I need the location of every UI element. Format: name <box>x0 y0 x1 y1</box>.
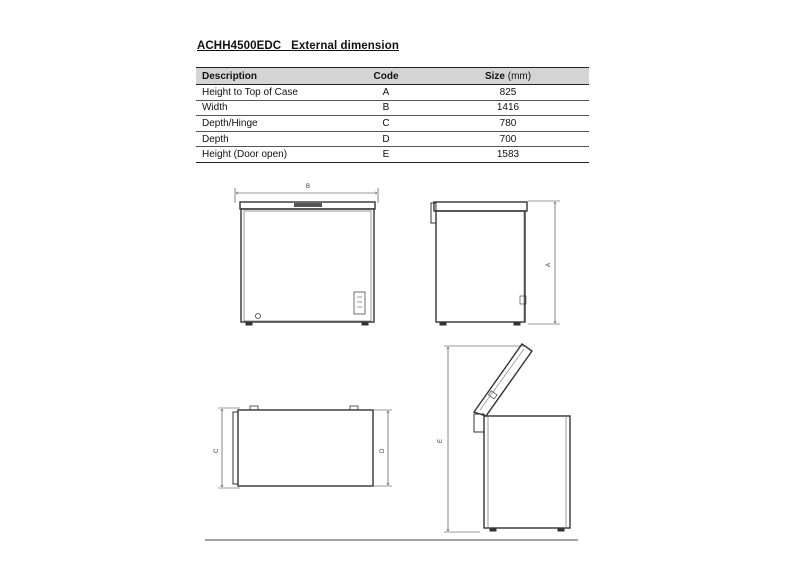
header-size-label: Size <box>484 70 505 82</box>
row-description: Height (Door open) <box>196 147 345 163</box>
header-description: Description <box>196 68 345 85</box>
row-description: Width <box>196 100 345 116</box>
row-code: B <box>345 100 427 116</box>
header-code: Code <box>345 68 427 85</box>
header-unit: (mm) <box>507 70 532 82</box>
front-dimension-label: B <box>306 184 311 190</box>
front-view-drawing <box>235 188 378 325</box>
top-dimension-label-c: C <box>214 448 220 453</box>
row-size: 700 <box>427 131 589 147</box>
row-code: A <box>345 85 427 101</box>
row-size: 825 <box>427 85 589 101</box>
row-size: 1416 <box>427 100 589 116</box>
side-view-drawing <box>431 201 560 325</box>
section-title: External dimension <box>291 40 399 52</box>
side-dimension-label: A <box>546 262 552 267</box>
model-name: ACHH4500EDC <box>197 40 282 52</box>
row-code: E <box>345 147 427 163</box>
top-dimension-label-d: D <box>380 448 386 453</box>
row-description: Depth/Hinge <box>196 116 345 132</box>
open-dimension-label: E <box>438 438 444 443</box>
row-code: C <box>345 116 427 132</box>
open-lid-view-drawing <box>444 344 570 532</box>
row-description: Height to Top of Case <box>196 85 345 101</box>
row-size: 1583 <box>427 147 589 163</box>
row-code: D <box>345 131 427 147</box>
row-size: 780 <box>427 116 589 132</box>
row-description: Depth <box>196 131 345 147</box>
top-view-drawing <box>218 406 392 488</box>
